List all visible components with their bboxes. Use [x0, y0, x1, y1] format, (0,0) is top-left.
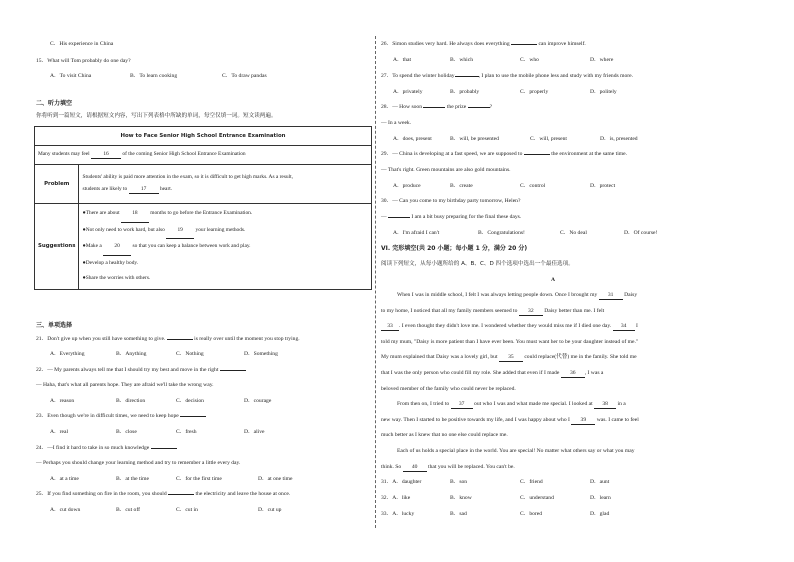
q26-stem-pre: 26．Simon studies very hard. He always does everything — [381, 41, 510, 47]
q23-option-d: D．alive — [244, 429, 265, 435]
q21-option-b: B．Anything — [116, 351, 147, 357]
q22-option-a: A．reason — [50, 398, 75, 404]
p2-l2-text2: was. I came to feel — [596, 417, 639, 423]
p2-l1-text3: in a — [617, 401, 626, 407]
blank-36-number: 36 — [569, 370, 576, 376]
suggestion-5: ●Share the worries with others. — [82, 275, 151, 281]
blank-16-number: 16 — [103, 151, 109, 157]
p1-l6-text: that I was the only person who could fill my role. She added that even if I made — [381, 370, 560, 376]
q22-line1 — [36, 367, 246, 374]
listening-table — [34, 126, 372, 290]
q28-blank-1[interactable] — [423, 107, 445, 108]
p1-l5-text: My mum explained that Daisy was a lovely girl, but — [381, 354, 498, 360]
q21-option-d: D．Something — [244, 351, 278, 357]
q24-line2: — Perhaps you should change your learning method and try to remember a little every day. — [36, 460, 241, 466]
q28-line2: — In a week. — [381, 120, 412, 126]
table-title: How to Face Senior High School Entrance Examination — [35, 127, 372, 146]
p2-l1-text2: out who I was and what made me special. I looked at — [474, 401, 593, 407]
q21-blank[interactable] — [167, 339, 193, 340]
suggestion-3 — [82, 239, 368, 256]
q28-stem: 28．— How soon the prize ? — [381, 104, 493, 110]
q25-option-b: B．cut off — [116, 507, 140, 513]
suggestions-cell — [79, 204, 372, 290]
q22-line2: — Haha, that's what all parents hope. They are afraid we'll take the wrong way. — [36, 382, 214, 388]
suggestions-label: Suggestions — [35, 204, 79, 290]
q24-option-a: A．at a time — [50, 476, 79, 482]
q29-line2: — That's right. Green mountains are also gold mountains. — [381, 167, 511, 173]
p1-line2 — [381, 308, 604, 316]
p1-line5 — [381, 354, 637, 362]
blank-19-number: 19 — [177, 226, 183, 233]
q14-option-c: C．His experience in China — [50, 41, 114, 47]
q15-option-c: C．To draw pandas — [222, 73, 267, 79]
q28-option-b: B．will, be presented — [450, 136, 499, 142]
blank-20-number: 20 — [114, 243, 120, 249]
blank-34[interactable] — [613, 323, 635, 331]
q29-stem-post: the environment at the same time. — [551, 151, 627, 157]
q23-option-c: C．fresh — [176, 429, 197, 435]
blank-37[interactable] — [451, 401, 473, 409]
p2-line2 — [381, 417, 639, 425]
q24-option-d: D．at one time — [258, 476, 293, 482]
problem-line2 — [82, 186, 368, 194]
q30-line2: — I am a bit busy preparing for the final these days. — [381, 214, 522, 220]
blank-36[interactable] — [561, 370, 585, 378]
q23-stem-text: 23．Even though we're in difficult times, we need to keep hope — [36, 413, 179, 419]
problem-line2-post: heart. — [159, 186, 173, 192]
p1-l1-text2: Daisy — [624, 292, 638, 298]
blank-40-number: 40 — [411, 464, 418, 470]
q29-option-a: A．produce — [393, 183, 421, 189]
p1-line6 — [381, 370, 603, 378]
blank-18[interactable] — [121, 206, 149, 223]
q28-stem-pre: 28．— How soon — [381, 104, 423, 110]
suggestion-2 — [82, 223, 368, 240]
q30-option-c: C．No deal — [560, 230, 587, 236]
blank-35-number: 35 — [508, 354, 514, 360]
section2-instructions: 你将听到一篇短文，请根据短文内容，写出下列表格中所缺的单词，每空仅填一词。短文读两遍。 — [36, 113, 277, 119]
q26-blank[interactable] — [511, 44, 537, 45]
p3-line2 — [381, 464, 515, 472]
q28-option-a: A．does, present — [393, 136, 432, 142]
passage-label: A — [551, 277, 556, 283]
q27-stem-post: , I plan to use the mobile phone less and study with my friends more. — [478, 73, 633, 79]
suggestion-1-post: months to go before the Entrance Examination. — [150, 210, 253, 216]
q26-stem — [381, 41, 586, 48]
q25-blank[interactable] — [168, 494, 194, 495]
blank-32[interactable] — [519, 308, 543, 316]
blank-37-number: 37 — [458, 401, 465, 407]
section3-title: 三、单项选择 — [36, 322, 73, 329]
q21-option-c: C．Nothing — [176, 351, 204, 357]
q29-option-b: B．create — [450, 183, 473, 189]
q15-stem: 15．What will Tom probably do one day? — [36, 58, 131, 64]
q30-blank[interactable] — [388, 217, 410, 218]
blank-33-number: 33 — [387, 323, 393, 329]
q28-blank-2[interactable] — [468, 107, 490, 108]
suggestion-2-post: your learning methods. — [195, 226, 246, 233]
section6-instructions: 阅读下列短文，从每小题所给的 A、B、C、D 四个选项中选出一个最佳选项。 — [381, 261, 574, 267]
q24-blank[interactable] — [151, 448, 177, 449]
q26-option-c: C．who — [520, 57, 539, 63]
suggestion-3-pre: ●Make a — [82, 243, 102, 249]
p2-line3: much better as I knew that no one else could replace me. — [381, 432, 508, 438]
blank-31-number: 31 — [607, 292, 614, 298]
q27-option-b: B．probably — [450, 89, 480, 95]
q22-line1-text: 22．— My parents always tell me that I should try my best and move in the right — [36, 367, 219, 373]
p2-l1-text: From then on, I tried to — [397, 401, 450, 407]
p1-l3-text: . I even thought they didn't love me. I wondered whether they would miss me if I died one day. — [399, 323, 612, 329]
problem-line2-pre: students are likely to — [82, 186, 128, 192]
blank-19[interactable] — [166, 223, 194, 240]
column-divider — [375, 36, 376, 528]
q21-option-a: A．Everything — [50, 351, 85, 357]
q23-blank[interactable] — [180, 416, 206, 417]
q24-line1-text: 24．—I find it hard to take in so much knowledge — [36, 445, 150, 451]
q22-blank[interactable] — [220, 370, 246, 371]
q24-option-c: C．for the first time — [176, 476, 222, 482]
blank-39-number: 39 — [580, 417, 587, 423]
q29-stem — [381, 151, 627, 158]
q21-stem-post: is really over until the moment you stop trying. — [194, 336, 300, 342]
q30-option-d: D．Of course! — [624, 230, 658, 236]
q30-option-b: B．Congratulations! — [478, 230, 525, 236]
q32-option-b: B．know — [450, 495, 472, 501]
q26-option-d: D．where — [590, 57, 614, 63]
q29-blank[interactable] — [524, 154, 550, 155]
p1-line3 — [381, 323, 638, 331]
p1-line1 — [397, 292, 637, 300]
q32-option-a: 32．A．like — [381, 495, 411, 501]
row1-text-post: of the coming Senior High School Entrance Examination — [122, 151, 246, 157]
q25-option-d: D．cut up — [258, 507, 282, 513]
row1-text-pre: Many students may feel — [38, 151, 90, 157]
q33-option-c: C．bored — [520, 511, 543, 517]
section2-title: 二、听力填空 — [36, 100, 73, 107]
q30-stem: 30．— Can you come to my birthday party tomorrow, Helen? — [381, 198, 521, 204]
table-row-feeling — [35, 146, 372, 165]
q31-option-c: C．friend — [520, 479, 543, 485]
suggestion-1-pre: ●There are about — [82, 210, 120, 216]
section6-title: VI. 完形填空(共 20 小题；每小题 1 分，满分 20 分) — [381, 245, 528, 252]
q27-stem — [381, 73, 633, 80]
suggestion-2-pre: ●Not only need to work hard, but also — [82, 226, 165, 233]
blank-39[interactable] — [571, 417, 595, 425]
q28-stem-post: the prize — [446, 104, 467, 110]
blank-40[interactable] — [403, 464, 427, 472]
blank-35[interactable] — [499, 354, 523, 362]
problem-label: Problem — [35, 165, 79, 204]
q15-option-a: A．To visit China — [50, 73, 92, 79]
p3-l2-text: think. So — [381, 464, 402, 470]
p1-l6-text2: , I was a — [584, 370, 604, 376]
q28-option-d: D．is, presented — [600, 136, 638, 142]
q22-option-d: D．courage — [244, 398, 272, 404]
q33-option-d: D．glad — [590, 511, 610, 517]
q27-option-c: C．properly — [520, 89, 549, 95]
q15-option-b: B．To learn cooking — [130, 73, 178, 79]
q30-option-a: A．I'm afraid I can't — [393, 230, 440, 236]
blank-17-number: 17 — [140, 186, 147, 192]
q26-stem-post: can improve himself. — [538, 41, 586, 47]
p1-l5-text2: could replace(代替) me in the family. She told me — [524, 354, 637, 360]
blank-31[interactable] — [599, 292, 623, 300]
blank-16[interactable] — [91, 151, 121, 159]
q25-stem-post: the electricity and leave the house at once. — [195, 491, 291, 497]
q32-option-c: C．understand — [520, 495, 554, 501]
q33-option-b: B．sad — [450, 511, 467, 517]
p1-l3-text2: I — [636, 323, 638, 329]
blank-38[interactable] — [594, 401, 616, 409]
p1-line4: told my mum, "Daisy is more patient than I have ever been. You must want her to be your daughter instead of me." — [381, 339, 639, 345]
blank-33[interactable] — [381, 323, 399, 331]
p1-l2-text: to my home, I noticed that all my family members seemed to — [381, 308, 518, 314]
q23-stem — [36, 413, 206, 420]
q22-option-b: B．direction — [116, 398, 146, 404]
blank-32-number: 32 — [528, 308, 534, 314]
q26-option-b: B．which — [450, 57, 473, 63]
blank-34-number: 34 — [620, 323, 627, 329]
q29-stem-pre: 29．— China is developing at a fast speed, we are supposed to — [381, 151, 523, 157]
q31-option-d: D．aunt — [590, 479, 610, 485]
p3-line1: Each of us holds a special place in the world. You are special! No matter what others say or what you may — [397, 448, 635, 454]
problem-cell — [79, 165, 372, 204]
q23-option-b: B．close — [116, 429, 137, 435]
q22-option-c: C．decision — [176, 398, 204, 404]
q25-option-a: A．cut down — [50, 507, 81, 513]
p2-line1 — [397, 401, 626, 409]
blank-18-number: 18 — [132, 210, 138, 216]
q28-option-c: C．will, present — [530, 136, 567, 142]
q31-option-a: 31．A．daughter — [381, 479, 422, 485]
blank-20[interactable] — [103, 239, 131, 256]
suggestion-1 — [82, 206, 368, 223]
q25-stem — [36, 491, 290, 498]
q27-stem-pre: 27．To spend the winter holiday — [381, 73, 455, 79]
q25-option-c: C．cut in — [176, 507, 198, 513]
q33-option-a: 33．A．lucky — [381, 511, 415, 517]
p2-l2-text: new way. Then I started to be positive towards my life, and I was happy about who I — [381, 417, 570, 423]
blank-17[interactable] — [129, 186, 159, 194]
p1-l2-text2: Daisy better than me. I felt — [544, 308, 605, 314]
q29-option-d: D．protect — [590, 183, 616, 189]
q27-option-d: D．politely — [590, 89, 617, 95]
q26-option-a: A．that — [393, 57, 412, 63]
q29-option-c: C．control — [520, 183, 546, 189]
blank-38-number: 38 — [602, 401, 608, 407]
suggestion-4: ●Develop a healthy body. — [82, 259, 139, 266]
q24-line1 — [36, 445, 177, 452]
p1-l1-text: When I was in middle school, I felt I was always letting people down. Once I brought my — [397, 292, 598, 298]
p3-l2-text2: that you will be replaced. You can't be. — [428, 464, 515, 470]
q23-option-a: A．real — [50, 429, 69, 435]
q25-stem-pre: 25．If you find something on fire in the room, you should — [36, 491, 167, 497]
q32-option-d: D．learn — [590, 495, 611, 501]
problem-line1: Students' ability is paid more attention in the exam, so it is difficult to get high marks. As a result, — [82, 174, 293, 180]
q30-line2-text: I am a bit busy preparing for the final these days. — [411, 214, 522, 220]
p1-line7: beloved member of the family who could never be replaced. — [381, 386, 516, 392]
q31-option-b: B．son — [450, 479, 468, 485]
q21-stem — [36, 336, 300, 343]
suggestion-3-post: so that you can keep a balance between work and play. — [132, 243, 251, 249]
q21-stem-pre: 21．Don't give up when you still have something to give. — [36, 336, 166, 342]
q24-option-b: B．at the time — [116, 476, 149, 482]
q27-blank[interactable] — [455, 76, 479, 77]
q27-option-a: A．privately — [393, 89, 423, 95]
